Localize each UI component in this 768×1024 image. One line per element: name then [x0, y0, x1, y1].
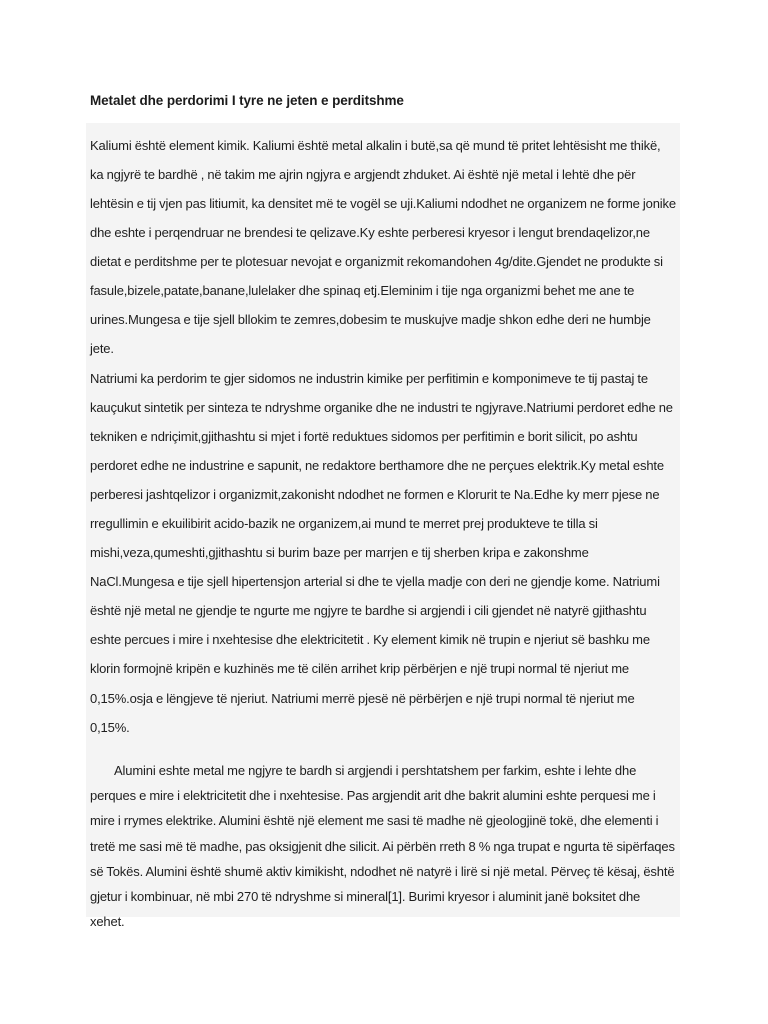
document-title: Metalet dhe perdorimi I tyre ne jeten e perditshme	[90, 93, 404, 108]
paragraph-natriumi: Natriumi ka perdorim te gjer sidomos ne industrin kimike per perfitimin e komponimeve te tij pastaj te kauçukut sintetik per sinteza te ndryshme organike dhe ne industri te ngjyrave.Natriumi perdoret edhe ne tekniken e ndriçimit,gjithashtu si mjet i fortë reduktues sidomos per perfitimin e borit silicit, po ashtu perdoret edhe ne industrine e sapunit, ne redaktore berthamore dhe ne perçues elektrik.Ky metal eshte perberesi jashtqelizor i organizmit,zakonisht ndodhet ne formen e Klorurit te Na.Edhe ky merr pjese ne rregullimin e ekuilibirit acido-bazik ne organizem,ai mund te merret prej produkteve te tilla si mishi,veza,qumeshti,gjithashtu si burim baze per marrjen e tij sherben kripa e zakonshme NaCl.Mungesa e tije sjell hipertensjon arterial si dhe te vjella madje con deri ne gjendje kome. Natriumi është një metal ne gjendje te ngurte me ngjyre te bardhe si argjendi i cili gjendet në natyrë gjithashtu eshte percues i mire i nxehtesise dhe elektricitetit . Ky element kimik në trupin e njeriut së bashku me klorin formojnë kripën e kuzhinës me të cilën arrihet krip përbërjen e një trupi normal të njeriut me 0,15%.osja e lëngjeve të njeriut. Natriumi merrë pjesë në përbërjen e një trupi normal të njeriut me 0,15%.	[90, 371, 673, 735]
paragraph-alumini: Alumini eshte metal me ngjyre te bardh si argjendi i pershtatshem per farkim, eshte i lehte dhe perques e mire i elektricitetit dhe i nxehtesise. Pas argjendit arit dhe bakrit alumini eshte perquesi me i mire i rrymes elektrike. Alumini është një element me sasi të madhe në gjeologjinë tokë, dhe elementi i tretë me sasi më të madhe, pas oksigjenit dhe silicit. Ai përbën rreth 8 % nga trupat e ngurta të sipërfaqes së Tokës. Alumini është shumë aktiv kimikisht, ndodhet në natyrë i lirë si një metal. Përveç të kësaj, është gjetur i kombinuar, në mbi 270 të ndryshme si mineral[1]. Burimi kryesor i aluminit janë boksitet dhe xehet.	[90, 763, 675, 930]
paragraph-kaliumi: Kaliumi është element kimik. Kaliumi është metal alkalin i butë,sa që mund të pritet lehtësisht me thikë, ka ngjyrë te bardhë , në takim me ajrin ngjyra e argjendt zhduket. Ai është një metal i lehtë dhe për lehtësin e tij vjen pas litiumit, ka densitet më te vogël se uji.Kaliumi ndodhet ne organizem ne forme jonike dhe eshte i perqendruar ne brendesi te qelizave.Ky eshte perberesi kryesor i lengut brendaqelizor,ne dietat e perditshme per te plotesuar nevojat e organizmit rekomandohen 4g/dite.Gjendet ne produkte si fasule,bizele,patate,banane,lulelaker dhe spinaq etj.Eleminim i tije nga organizmi behet me ane te urines.Mungesa e tije sjell bllokim te zemres,dobesim te muskujve madje shkon edhe deri ne humbje jete.	[90, 138, 676, 356]
